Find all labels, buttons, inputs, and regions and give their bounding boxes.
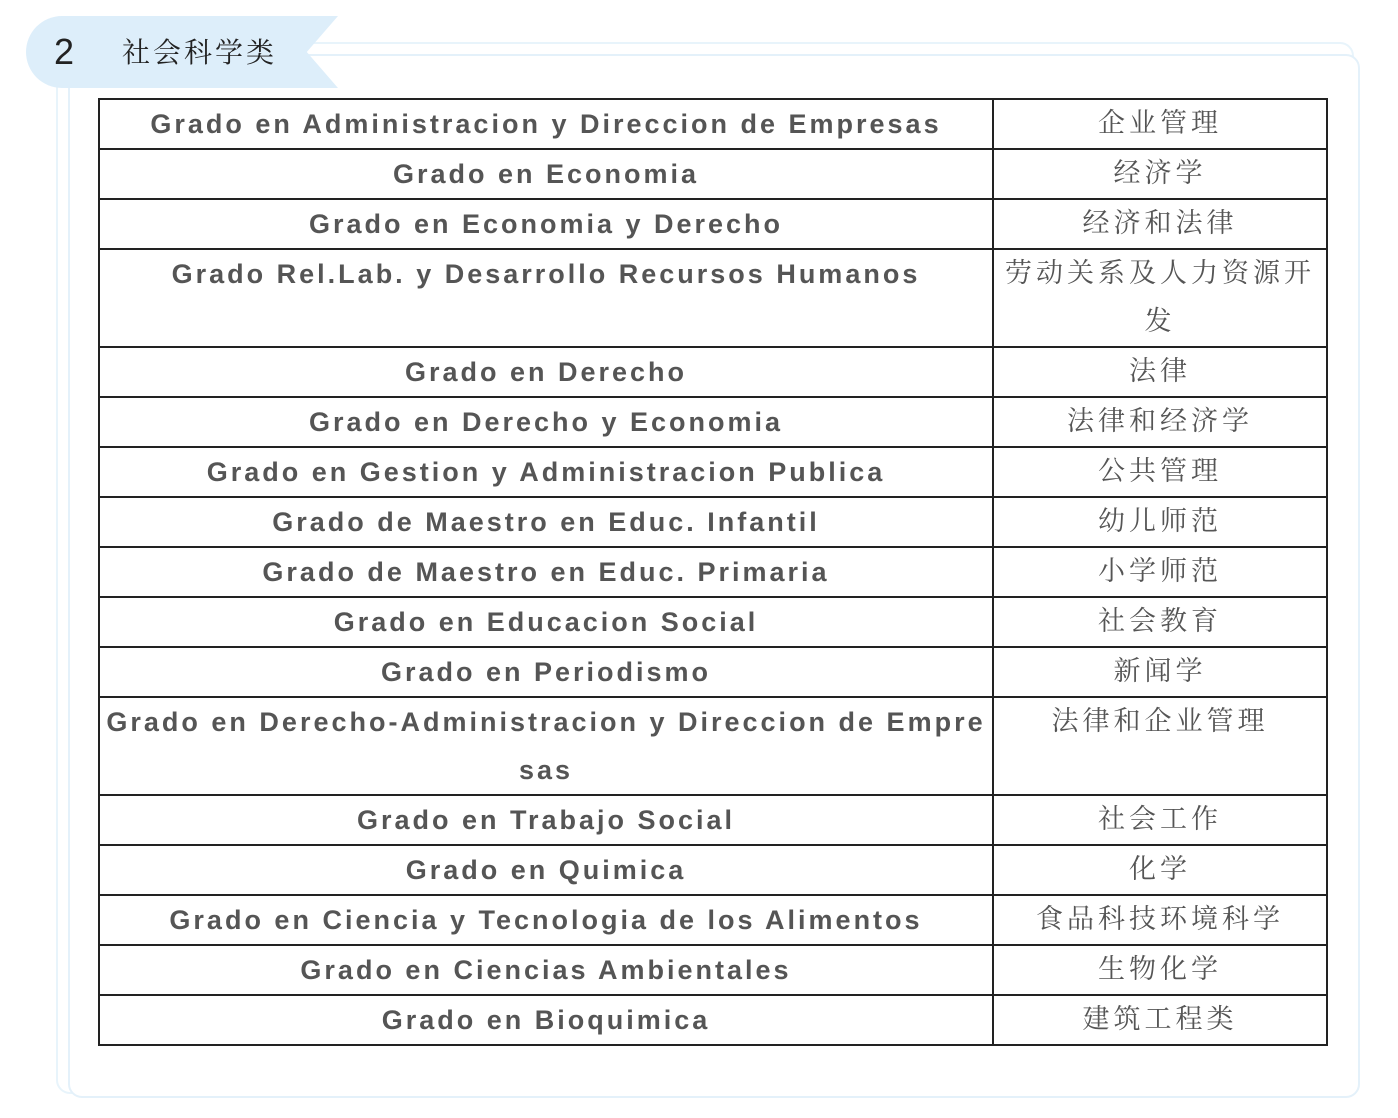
program-name-es: Grado en Educacion Social	[99, 597, 993, 647]
table-row	[99, 995, 1327, 1045]
table-row	[99, 447, 1327, 497]
table-row	[99, 199, 1327, 249]
program-name-es: Grado en Economia y Derecho	[99, 199, 993, 249]
program-name-zh: 劳动关系及人力资源开发	[993, 249, 1327, 347]
program-name-es: Grado en Gestion y Administracion Publica	[99, 447, 993, 497]
program-name-es: Grado en Bioquimica	[99, 995, 993, 1045]
programs-table	[98, 98, 1328, 1046]
section-number: 2	[54, 31, 75, 72]
program-name-zh: 幼儿师范	[993, 497, 1327, 547]
table-row	[99, 945, 1327, 995]
program-name-zh: 建筑工程类	[993, 995, 1327, 1045]
table-row	[99, 647, 1327, 697]
table-row	[99, 795, 1327, 845]
program-name-es: Grado en Derecho-Administracion y Direccion de Empresas	[99, 697, 993, 795]
program-name-zh: 化学	[993, 845, 1327, 895]
program-name-zh: 法律	[993, 347, 1327, 397]
program-name-es: Grado en Trabajo Social	[99, 795, 993, 845]
program-name-zh: 小学师范	[993, 547, 1327, 597]
table-row	[99, 99, 1327, 149]
table-row	[99, 249, 1327, 347]
program-name-es: Grado Rel.Lab. y Desarrollo Recursos Humanos	[99, 249, 993, 347]
program-name-zh: 新闻学	[993, 647, 1327, 697]
program-name-es: Grado en Ciencias Ambientales	[99, 945, 993, 995]
program-name-es: Grado de Maestro en Educ. Infantil	[99, 497, 993, 547]
section-title: 社会科学类	[122, 36, 278, 69]
table-row	[99, 547, 1327, 597]
table-row	[99, 697, 1327, 795]
program-name-zh: 社会工作	[993, 795, 1327, 845]
table-row	[99, 895, 1327, 945]
program-name-es: Grado en Quimica	[99, 845, 993, 895]
program-name-zh: 企业管理	[993, 99, 1327, 149]
table-row	[99, 347, 1327, 397]
program-name-es: Grado en Derecho	[99, 347, 993, 397]
program-name-zh: 法律和经济学	[993, 397, 1327, 447]
program-name-es: Grado en Administracion y Direccion de Empresas	[99, 99, 993, 149]
program-name-zh: 公共管理	[993, 447, 1327, 497]
program-name-zh: 经济和法律	[993, 199, 1327, 249]
program-name-es: Grado en Ciencia y Tecnologia de los Alimentos	[99, 895, 993, 945]
table-row	[99, 497, 1327, 547]
table-row	[99, 845, 1327, 895]
program-name-es: Grado en Economia	[99, 149, 993, 199]
table-row	[99, 597, 1327, 647]
table-row	[99, 149, 1327, 199]
program-name-zh: 经济学	[993, 149, 1327, 199]
program-name-es: Grado de Maestro en Educ. Primaria	[99, 547, 993, 597]
program-name-es: Grado en Derecho y Economia	[99, 397, 993, 447]
program-name-zh: 生物化学	[993, 945, 1327, 995]
program-name-zh: 法律和企业管理	[993, 697, 1327, 795]
table-row	[99, 397, 1327, 447]
programs-table-body	[99, 99, 1327, 1045]
program-name-zh: 食品科技环境科学	[993, 895, 1327, 945]
program-name-zh: 社会教育	[993, 597, 1327, 647]
program-name-es: Grado en Periodismo	[99, 647, 993, 697]
